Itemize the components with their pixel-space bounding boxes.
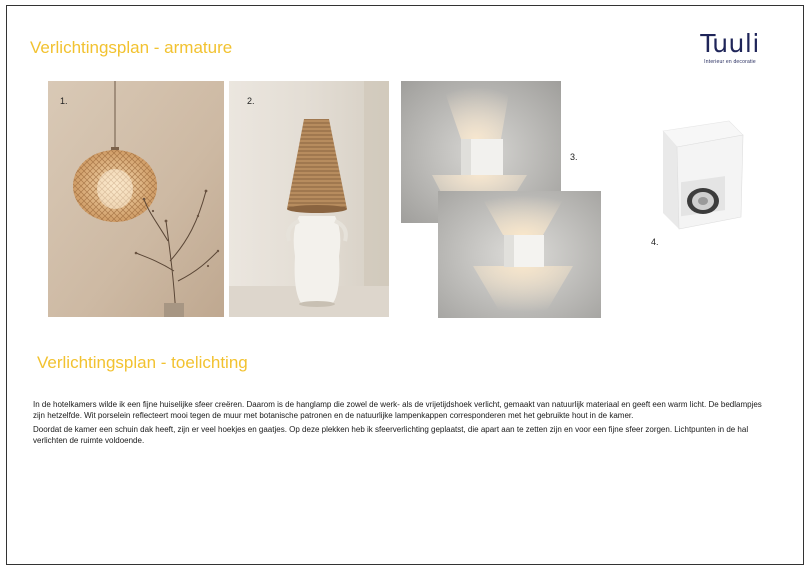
explanation-paragraph-1: In de hotelkamers wilde ik een fijne huiselijke sfeer creëren. Daarom is de hanglamp die zowel de werk- als de vrijetijdshoek verlicht, gemaakt van natuurlijk materiaal en geeft een warm licht. De bedlampjes zijn hetzelfde. Wit porselein reflecteert mooi tegen de muur met botanische patronen en de natuurlijke lampenkappen corresponderen met het gebruikte hout in de kamer. [33, 400, 762, 421]
section-title-armature: Verlichtingsplan - armature [30, 38, 233, 57]
item-number-1: 1. [60, 96, 68, 106]
tuuli-logo [694, 30, 766, 65]
item-number-2: 2. [247, 96, 255, 106]
logo-tagline: Interieur en decoratie [704, 59, 756, 65]
pendant-lamp-photo [48, 81, 224, 317]
explanation-text [33, 399, 771, 448]
explanation-paragraph-2: Doordat de kamer een schuin dak heeft, zijn er veel hoekjes en gaatjes. Op deze plekken heb ik sfeerverlichting geplaatst, die apart aan te zetten zijn en voor een fijne sfeer zorgen. Lichtpunten in de hal verlichten de ruimte voldoende. [33, 424, 749, 445]
wall-light-photo-2 [438, 191, 601, 318]
ceiling-spot-photo [633, 117, 749, 235]
table-lamp-photo [229, 81, 389, 317]
section-title-toelichting: Verlichtingsplan - toelichting [37, 353, 248, 372]
item-number-3: 3. [570, 152, 578, 162]
item-number-4: 4. [651, 237, 659, 247]
logo-wordmark: Tuuli [700, 29, 760, 58]
